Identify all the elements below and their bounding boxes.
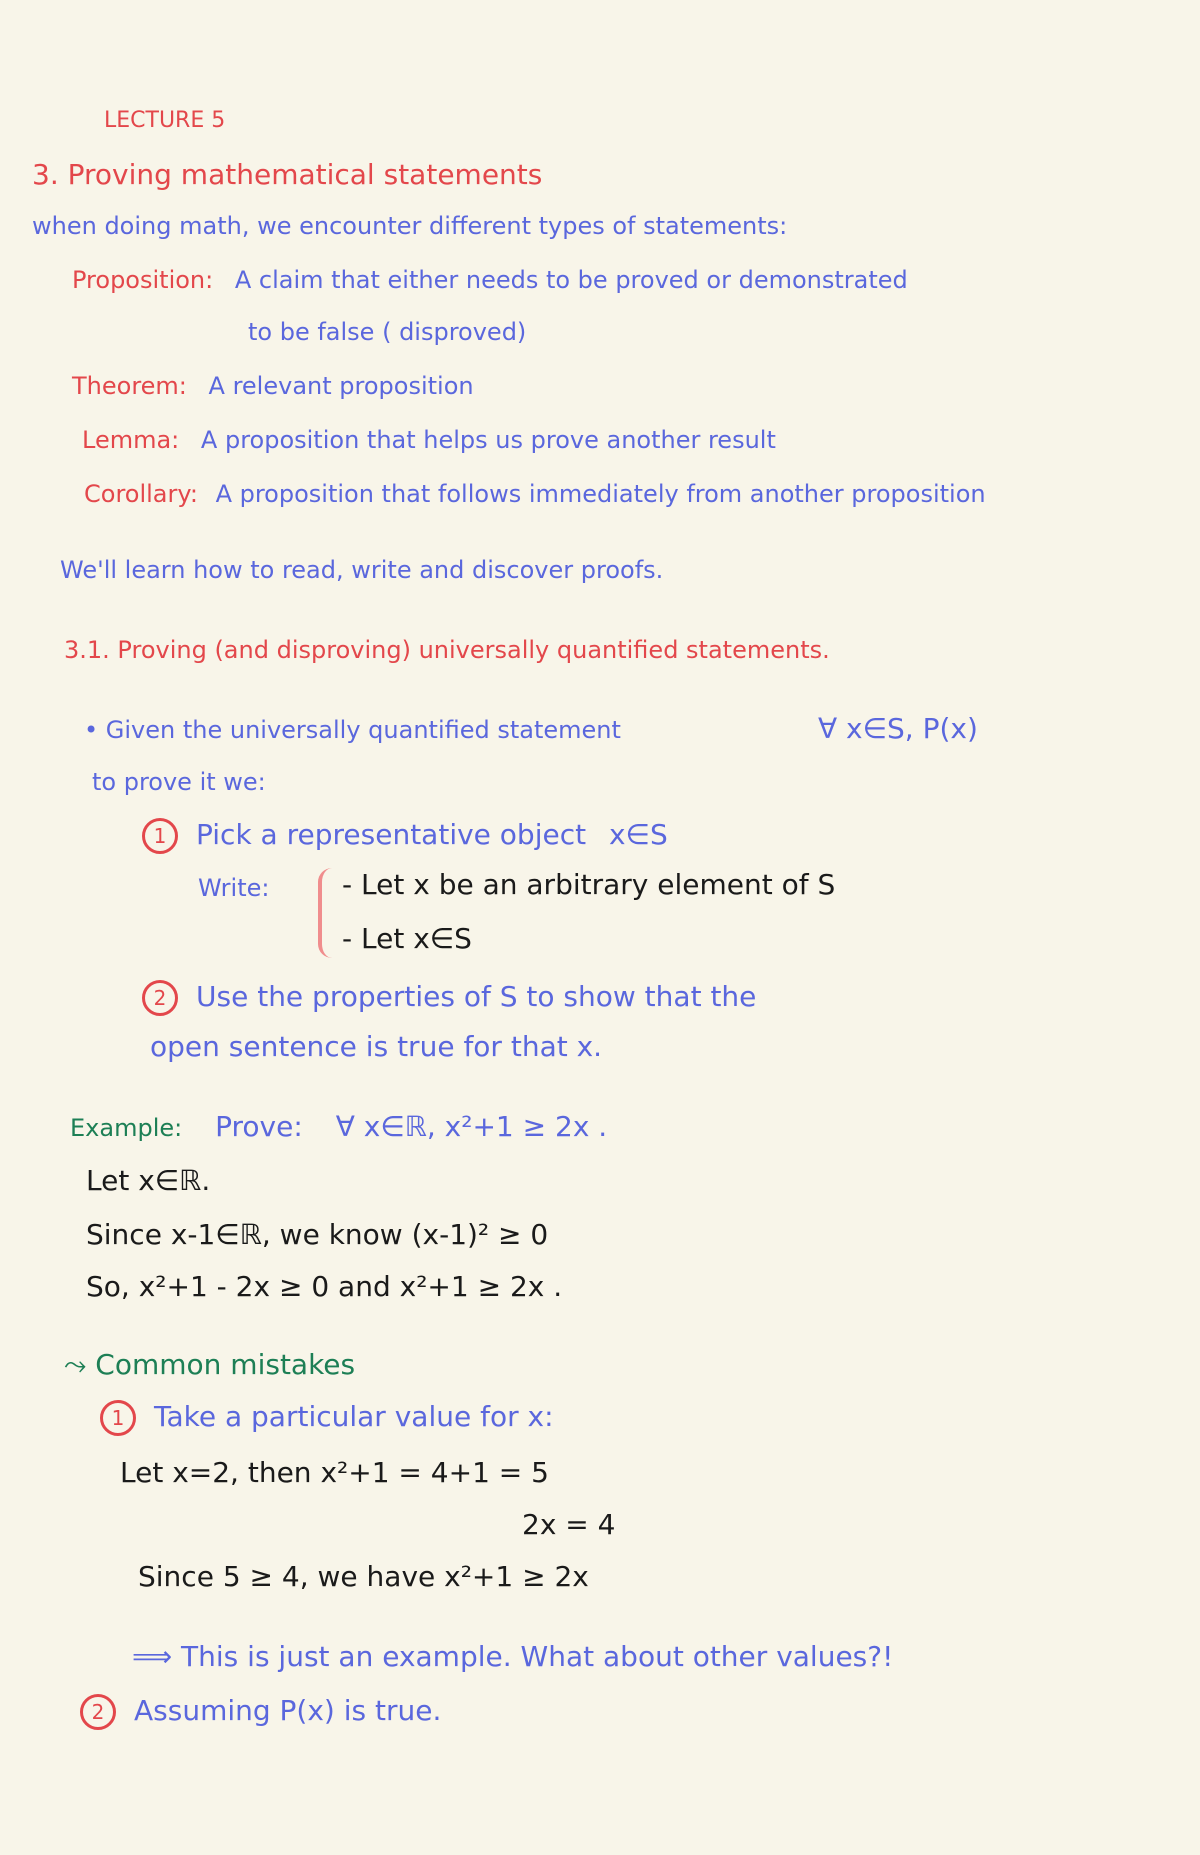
proposition-text-2: to be false ( disproved) <box>248 318 527 346</box>
given-formula: ∀ x∈S, P(x) <box>818 712 978 745</box>
proposition-text: A claim that either needs to be proved or demonstrated <box>234 266 908 294</box>
to-prove-line: to prove it we: <box>92 768 266 796</box>
write-option-2: - Let x∈S <box>342 922 472 955</box>
mistake-1-text: Take a particular value for x: <box>154 1400 554 1433</box>
curly-brace <box>318 868 336 958</box>
step-1-formula: x∈S <box>608 818 668 851</box>
mistakes-heading: ⤳ Common mistakes <box>64 1348 356 1381</box>
step-2-text: Use the properties of S to show that the <box>196 980 757 1013</box>
subsection-heading: 3.1. Proving (and disproving) universally quantified statements. <box>64 636 830 664</box>
mistake-1-number: 1 <box>100 1400 136 1436</box>
corollary-text: A proposition that follows immediately from another proposition <box>215 480 986 508</box>
definition-lemma <box>82 426 776 455</box>
mistake-1 <box>100 1400 554 1436</box>
mistake-2-number: 2 <box>80 1694 116 1730</box>
mistake-1-line-2: 2x = 4 <box>522 1508 616 1541</box>
definition-proposition <box>72 266 908 295</box>
lemma-text: A proposition that helps us prove another result <box>200 426 776 454</box>
step-1 <box>142 818 668 854</box>
intro-text: when doing math, we encounter different types of statements: <box>32 212 788 240</box>
write-option-1: - Let x be an arbitrary element of S <box>342 868 836 901</box>
mistake-1-note: ⟹ This is just an example. What about other values?! <box>132 1640 894 1673</box>
lecture-title: LECTURE 5 <box>104 108 226 133</box>
example-label: Example: <box>70 1114 183 1142</box>
write-label: Write: <box>198 874 270 902</box>
example-formula: ∀ x∈ℝ, x²+1 ≥ 2x . <box>335 1110 608 1143</box>
theorem-text: A relevant proposition <box>208 372 474 400</box>
step-1-text: Pick a representative object <box>196 818 587 851</box>
proof-line-3: So, x²+1 - 2x ≥ 0 and x²+1 ≥ 2x . <box>86 1270 563 1303</box>
term-proposition: Proposition: <box>72 266 214 294</box>
proof-line-2: Since x-1∈ℝ, we know (x-1)² ≥ 0 <box>86 1218 549 1251</box>
term-lemma: Lemma: <box>82 426 180 454</box>
term-corollary: Corollary: <box>84 480 198 508</box>
step-2 <box>142 980 756 1016</box>
proof-line-1: Let x∈ℝ. <box>86 1164 211 1197</box>
step-1-number: 1 <box>142 818 178 854</box>
step-2-number: 2 <box>142 980 178 1016</box>
mistake-1-line-3: Since 5 ≥ 4, we have x²+1 ≥ 2x <box>138 1560 589 1593</box>
term-theorem: Theorem: <box>72 372 187 400</box>
definition-corollary <box>84 480 986 509</box>
example-line <box>70 1110 607 1144</box>
given-line: • Given the universally quantified statement <box>84 716 621 744</box>
step-2-text-2: open sentence is true for that x. <box>150 1030 603 1063</box>
mistake-2 <box>80 1694 441 1730</box>
definition-theorem <box>72 372 474 401</box>
mistake-1-line-1: Let x=2, then x²+1 = 4+1 = 5 <box>120 1456 549 1489</box>
learn-line: We'll learn how to read, write and discover proofs. <box>60 556 664 584</box>
mistake-2-text: Assuming P(x) is true. <box>134 1694 442 1727</box>
example-prove: Prove: <box>215 1110 303 1143</box>
section-heading: 3. Proving mathematical statements <box>32 158 543 191</box>
